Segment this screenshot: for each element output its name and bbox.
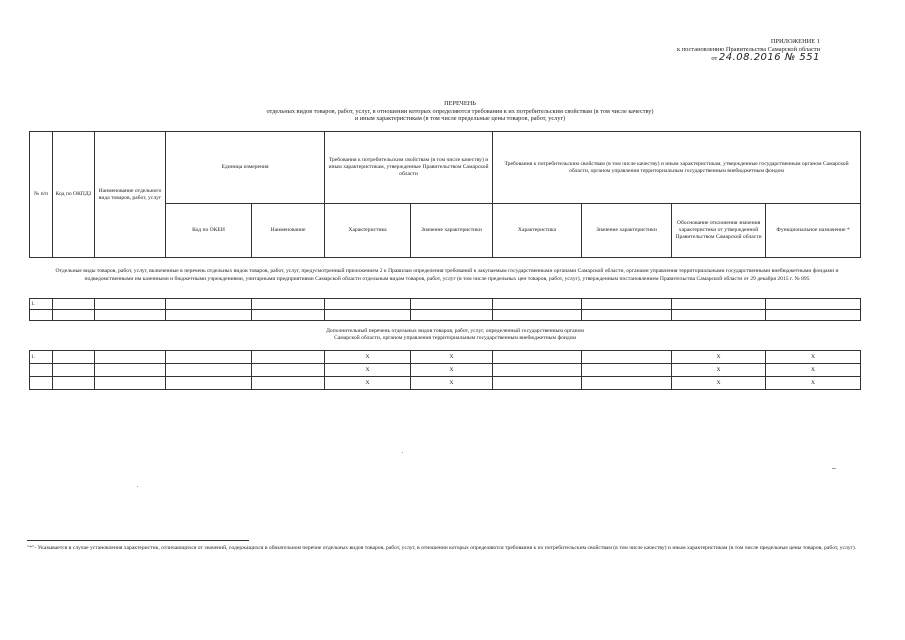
col-value-1: Значение характеристики	[411, 204, 493, 258]
col-req-gov: Требования к потребительским свойствам (в том числе качеству) и иным характеристикам, утвержденные Правительством Самарской области	[325, 132, 493, 204]
col-num: № п/п	[30, 132, 53, 258]
x-mark: Х	[411, 364, 493, 377]
x-mark: Х	[411, 377, 493, 390]
header-table	[29, 131, 861, 258]
col-value-2: Значение характеристики	[582, 204, 672, 258]
appendix-subtitle: к постановлению Правительства Самарской области	[677, 46, 820, 53]
appendix-block	[620, 38, 820, 63]
x-mark: Х	[672, 351, 766, 364]
scan-speck	[402, 452, 403, 453]
row-number: 1.	[30, 351, 53, 364]
x-mark: Х	[766, 351, 861, 364]
appendix-date-line	[620, 54, 820, 63]
heading-title: ПЕРЕЧЕНЬ	[444, 100, 476, 107]
col-req-org: Требования к потребительским свойствам (в том числе качеству) и иным характеристикам, утвержденные государственным органом Самарской области, органом управления территориальным государственным внебюджетным фондом	[493, 132, 861, 204]
x-mark: Х	[411, 351, 493, 364]
scan-speck	[137, 486, 138, 487]
col-unit-name: Наименование	[252, 204, 325, 258]
section-1-text: Отдельные виды товаров, работ, услуг, включенные в перечень отдельных видов товаров, работ, услуг, предусмотренный приложением 2 к Правилам определения требований к закупаемым государственными органами Самарской области, органами управления территориальными государственными внебюджетными фондами и подведомственными им казенными и бюджетными учреждениями, унитарными предприятиями Самарской области отдельным видам товаров, работ, услуг (в том числе предельных цен товаров, работ, услуг), утвержденным постановлением Правительства Самарской области от 29 декабря 2015 г. № 895	[55, 268, 839, 282]
col-justification: Обоснование отклонения значения характеристики от утвержденной Правительством Самарской области	[672, 204, 766, 258]
x-mark: Х	[325, 377, 411, 390]
col-okei: Код по ОКЕИ	[166, 204, 252, 258]
row-number: 1.	[30, 299, 53, 310]
handwritten-date-number: 24.08.2016 № 551	[718, 52, 820, 63]
col-char-1: Характеристика	[325, 204, 411, 258]
footnote: "*"- Указывается в случае установления характеристик, отличающихся от значений, содержащихся в обязательном перечне отдельных видов товаров, работ, услуг, в отношении которых определяются требования к их потребительским свойствам (в том числе качеству) и иным характеристикам (в том числе предельные цены товаров, работ, услуг).	[27, 545, 857, 551]
date-prefix: от	[711, 55, 718, 62]
section-2-line-2: Самарской области, органом управления территориальным государственным внебюджетным фондом	[334, 335, 576, 342]
table-row	[30, 351, 861, 364]
section-1-table	[29, 298, 861, 321]
x-mark: Х	[325, 364, 411, 377]
appendix-title: ПРИЛОЖЕНИЕ 1	[770, 38, 820, 45]
heading-line-1: отдельных видов товаров, работ, услуг, в отношении которых определяются требования к их потребительским свойствам (в том числе качеству)	[266, 107, 654, 115]
section-2-line-1: Дополнительный перечень отдельных видов товаров, работ, услуг, определенный государственным органом	[326, 328, 584, 334]
footnote-divider	[27, 540, 249, 541]
section-2-table	[29, 350, 861, 390]
col-unit: Единица измерения	[166, 132, 325, 204]
col-name: Наименование отдельного вида товаров, работ, услуг	[95, 132, 166, 258]
table-row	[30, 377, 861, 390]
x-mark: Х	[766, 377, 861, 390]
x-mark: Х	[766, 364, 861, 377]
x-mark: Х	[325, 351, 411, 364]
table-row	[30, 310, 861, 321]
x-mark: Х	[672, 377, 766, 390]
col-okpd: Код по ОКПД2	[53, 132, 95, 258]
heading-line-2: и иным характеристикам (в том числе предельные цены товаров, работ, услуг)	[354, 115, 566, 122]
section-2-text	[240, 328, 670, 342]
table-row	[30, 364, 861, 377]
document-heading	[180, 100, 740, 123]
table-row	[30, 299, 861, 310]
col-purpose: Функциональное назначение *	[766, 204, 861, 258]
col-char-2: Характеристика	[493, 204, 582, 258]
scan-speck	[832, 468, 836, 469]
x-mark: Х	[672, 364, 766, 377]
